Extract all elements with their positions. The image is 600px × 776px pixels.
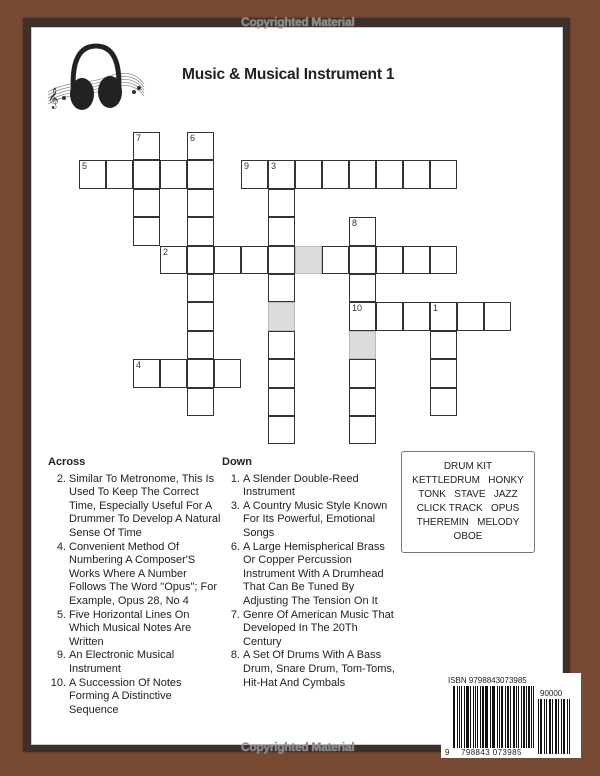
clue-number: 8. [230,649,240,662]
clue-number: 4. [56,540,66,553]
clue-text: Similar To Metronome, This Is Used To Keep The Correct Time, Especially Useful For A Drummer To Develop A Natural Sense Of Time [69,472,221,539]
clue-number: 10. [50,676,66,689]
down-heading: Down [222,456,252,468]
clue-number-label: 4 [136,360,142,371]
clue-number: 3. [230,499,240,512]
grid-cell [187,189,214,217]
barcode-digits: 798843 073985 [461,748,522,757]
grid-cell [322,246,349,274]
grid-cell [133,189,160,217]
grid-cell [268,331,295,359]
grid-cell [349,302,376,330]
grid-cell [214,246,241,274]
grid-cell [430,302,457,330]
grid-cell-space [295,246,322,274]
down-clues [222,456,397,690]
clue-number-label: 9 [244,161,250,172]
across-clue [48,677,223,718]
grid-cell-space [268,302,295,330]
word-bank-line: KETTLEDRUM HONKY [412,475,524,486]
grid-cell [349,388,376,416]
clue-text: A Set Of Drums With A Bass Drum, Snare Drum, Tom-Toms, Hit-Hat And Cymbals [243,649,395,689]
grid-cell [430,359,457,387]
grid-cell [79,160,106,188]
grid-cell [268,359,295,387]
barcode-bars [453,686,536,748]
grid-cell [106,160,133,188]
grid-cell [187,246,214,274]
word-bank [401,451,535,553]
grid-cell [376,302,403,330]
grid-cell [133,160,160,188]
grid-cell [160,359,187,387]
grid-cell [268,246,295,274]
grid-cell [187,388,214,416]
grid-cell [187,359,214,387]
grid-cell [376,246,403,274]
across-clues [48,456,223,717]
barcode-lead-digit: 9 [445,748,450,757]
barcode-addon-label: 90000 [540,689,563,698]
down-clue [222,473,397,500]
grid-cell [349,246,376,274]
grid-cell [160,246,187,274]
clue-number-label: 1 [433,303,439,314]
grid-cell [349,217,376,245]
down-clue [222,541,397,609]
down-clue [222,649,397,690]
grid-cell [349,359,376,387]
across-clue [48,609,223,650]
word-bank-line: CLICK TRACK OPUS [416,503,520,514]
word-bank-line: THEREMIN MELODY [416,517,520,528]
grid-cell [133,217,160,245]
across-clue [48,649,223,676]
grid-cell [268,189,295,217]
grid-cell [268,416,295,444]
clue-number-label: 3 [271,161,277,172]
grid-cell [268,388,295,416]
svg-text:𝄞: 𝄞 [48,88,59,108]
grid-cell [349,160,376,188]
grid-cell [403,302,430,330]
clue-number-label: 7 [136,133,142,143]
clue-number-label: 8 [352,218,358,229]
clue-text: A Slender Double-Reed Instrument [243,472,359,499]
grid-cell [430,160,457,188]
clue-text: A Country Music Style Known For Its Powerful, Emotional Songs [243,499,388,539]
across-clue [48,541,223,609]
watermark-top: Copyrighted Material [241,15,355,29]
clue-number-label: 6 [190,133,196,143]
clue-text: An Electronic Musical Instrument [69,649,175,675]
grid-cell [268,274,295,302]
clue-number: 5. [56,608,66,621]
grid-cell [430,331,457,359]
grid-cell [187,132,214,160]
word-bank-line: OBOE [453,531,483,542]
grid-cell [187,331,214,359]
grid-cell [349,416,376,444]
grid-cell [187,217,214,245]
watermark-bottom: Copyrighted Material [241,740,355,754]
headphones-music-notes-icon [44,40,148,112]
grid-cell [160,160,187,188]
clue-number-label: 5 [82,161,88,172]
barcode-addon-bars [538,699,580,754]
page-title: Music & Musical Instrument 1 [182,66,395,83]
grid-cell [457,302,484,330]
clue-text: A Large Hemispherical Brass Or Copper Percussion Instrument With A Drumhead That Can Be Tuned By Adjusting The Tension On It [243,540,385,607]
grid-cell [403,246,430,274]
clue-text: Convenient Method Of Numbering A Composer'S Works Where A Number Follows The Word "Opus"; For Example, Opus 28, No 4 [69,540,218,607]
across-clue [48,473,223,541]
clue-number: 1. [230,472,240,485]
clue-text: A Succession Of Notes Forming A Distinctive Sequence [69,676,182,716]
down-clue [222,609,397,650]
grid-cell [187,160,214,188]
isbn-barcode [441,673,581,758]
grid-cell [430,388,457,416]
clue-text: Genre Of American Music That Developed In The 20Th Century [243,608,394,648]
grid-cell [484,302,511,330]
grid-cell [430,246,457,274]
grid-cell [241,160,268,188]
clue-number: 6. [230,540,240,553]
isbn-label: ISBN 9798843073985 [448,676,527,685]
clue-number: 9. [56,649,66,662]
word-bank-line: DRUM KIT [443,461,493,472]
grid-cell [133,132,160,160]
grid-cell [187,274,214,302]
clue-number-label: 2 [163,246,169,257]
grid-cell [241,246,268,274]
clue-number: 2. [56,472,66,485]
grid-cell [376,160,403,188]
grid-cell [187,302,214,330]
clue-text: Five Horizontal Lines On Which Musical Notes Are Written [69,608,192,648]
grid-cell-space [349,331,376,359]
down-clue [222,500,397,541]
grid-cell [268,160,295,188]
grid-cell [349,274,376,302]
clue-number: 7. [230,608,240,621]
grid-cell [322,160,349,188]
grid-cell [268,217,295,245]
grid-cell [133,359,160,387]
across-heading: Across [48,456,86,468]
grid-cell [295,160,322,188]
clue-number-label: 10 [352,303,363,314]
grid-cell [403,160,430,188]
grid-cell [214,359,241,387]
word-bank-line: TONK STAVE JAZZ [418,489,518,500]
